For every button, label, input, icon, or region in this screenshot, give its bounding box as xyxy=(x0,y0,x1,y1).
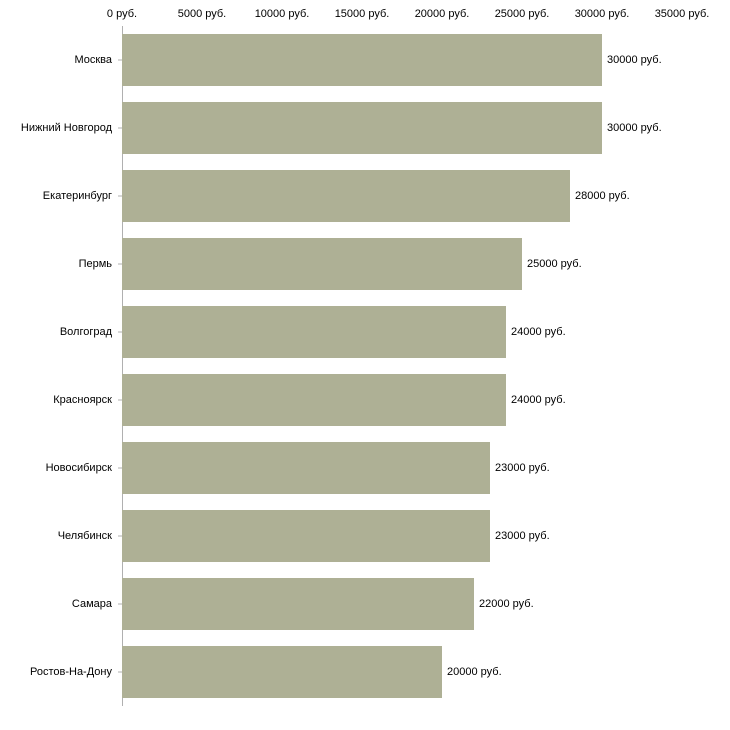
bar-value-label: 24000 руб. xyxy=(511,394,566,406)
bar-row xyxy=(122,578,682,630)
x-axis-tick-label: 10000 руб. xyxy=(254,8,310,20)
x-axis-tick-label: 5000 руб. xyxy=(177,8,227,20)
bar-row xyxy=(122,238,682,290)
bar xyxy=(122,34,602,86)
bar-value-label: 23000 руб. xyxy=(495,462,550,474)
bar-value-label: 20000 руб. xyxy=(447,666,502,678)
bar-row xyxy=(122,34,682,86)
bar xyxy=(122,442,490,494)
category-tick-mark xyxy=(118,60,122,61)
category-tick-mark xyxy=(118,264,122,265)
x-axis-tick-label: 30000 руб. xyxy=(574,8,630,20)
bar-value-label: 28000 руб. xyxy=(575,190,630,202)
category-tick-mark xyxy=(118,332,122,333)
bar-value-label: 23000 руб. xyxy=(495,530,550,542)
bar xyxy=(122,374,506,426)
bar-row xyxy=(122,170,682,222)
category-label: Нижний Новгород xyxy=(20,122,112,134)
bar-row xyxy=(122,510,682,562)
category-label: Волгоград xyxy=(59,326,112,338)
bar xyxy=(122,578,474,630)
category-tick-mark xyxy=(118,604,122,605)
category-tick-mark xyxy=(118,128,122,129)
bar-row xyxy=(122,374,682,426)
x-axis-tick-label: 15000 руб. xyxy=(334,8,390,20)
bar-value-label: 30000 руб. xyxy=(607,54,662,66)
x-axis xyxy=(0,0,730,26)
category-label: Красноярск xyxy=(53,394,112,406)
category-label: Челябинск xyxy=(57,530,112,542)
bar-row xyxy=(122,306,682,358)
bar-value-label: 22000 руб. xyxy=(479,598,534,610)
category-label: Новосибирск xyxy=(45,462,112,474)
bar xyxy=(122,646,442,698)
category-label: Ростов-На-Дону xyxy=(29,666,112,678)
category-tick-mark xyxy=(118,672,122,673)
bar-value-label: 25000 руб. xyxy=(527,258,582,270)
bar xyxy=(122,238,522,290)
bar-row xyxy=(122,442,682,494)
category-axis-labels xyxy=(0,26,118,706)
category-tick-mark xyxy=(118,196,122,197)
bar xyxy=(122,510,490,562)
bar xyxy=(122,170,570,222)
bar-row xyxy=(122,102,682,154)
category-tick-mark xyxy=(118,468,122,469)
category-label: Екатеринбург xyxy=(42,190,112,202)
category-tick-mark xyxy=(118,400,122,401)
bar-value-label: 30000 руб. xyxy=(607,122,662,134)
plot-area xyxy=(122,26,682,706)
x-axis-tick-label: 0 руб. xyxy=(106,8,138,20)
category-label: Москва xyxy=(74,54,112,66)
bar-row xyxy=(122,646,682,698)
bar xyxy=(122,102,602,154)
category-label: Самара xyxy=(71,598,112,610)
x-axis-tick-label: 35000 руб. xyxy=(654,8,710,20)
bar xyxy=(122,306,506,358)
category-tick-mark xyxy=(118,536,122,537)
bar-value-label: 24000 руб. xyxy=(511,326,566,338)
x-axis-tick-label: 20000 руб. xyxy=(414,8,470,20)
category-label: Пермь xyxy=(78,258,112,270)
x-axis-tick-label: 25000 руб. xyxy=(494,8,550,20)
